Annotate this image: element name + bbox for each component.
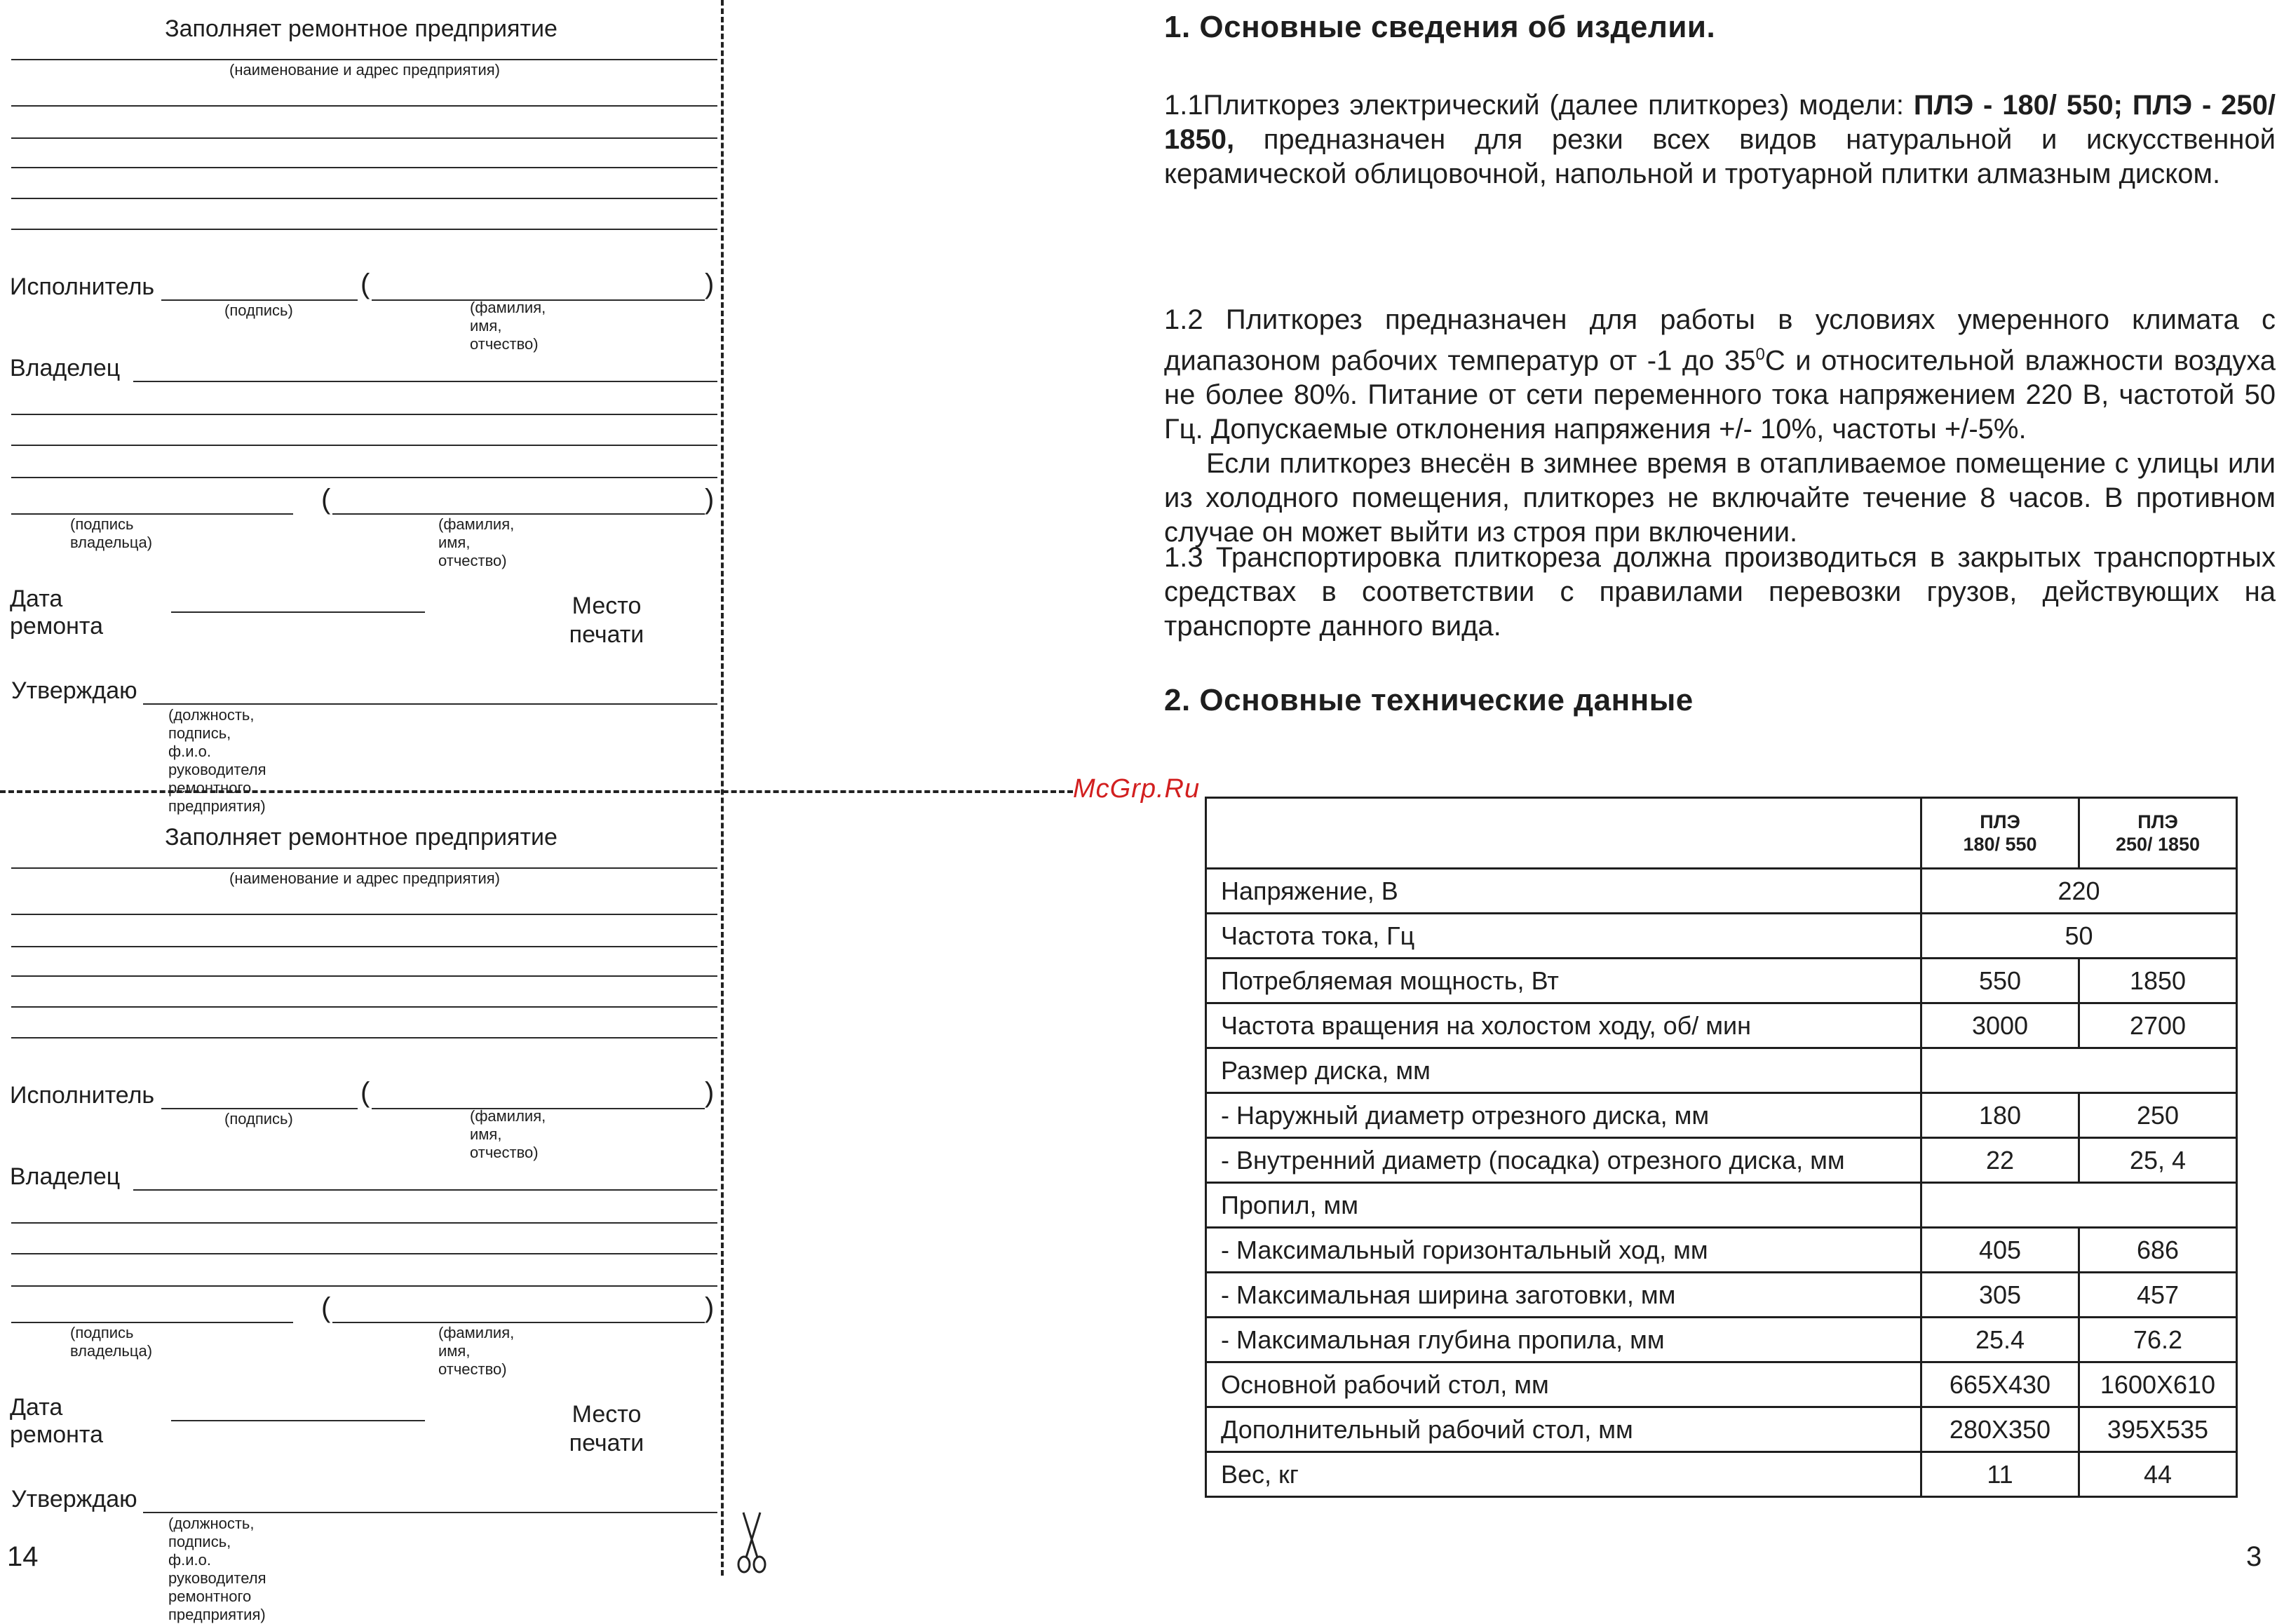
table-row — [1206, 1183, 2237, 1228]
table-header-row — [1206, 798, 2237, 869]
owner-label: Владелец — [10, 1163, 121, 1190]
param-value-model-1: 280Х350 — [1921, 1407, 2079, 1452]
model-names: ПЛЭ - 180/ 550; ПЛЭ - 250/ 1850, — [1164, 90, 2276, 155]
approve-line — [143, 703, 717, 705]
column-header-model-1: ПЛЭ 180/ 550 — [1921, 798, 2079, 869]
owner-label: Владелец — [10, 355, 121, 381]
owner-line — [133, 381, 717, 382]
table-row — [1206, 1003, 2237, 1048]
section2-title: 2. Основные технические данные — [1164, 683, 1694, 717]
vertical-cut-line — [721, 0, 724, 1576]
form-line — [11, 914, 717, 915]
performer-label: Исполнитель — [10, 1082, 155, 1109]
approve-caption: (должность, подпись, ф.и.о. руководителя ремонтного предприятия) — [168, 706, 266, 815]
open-paren: ( — [360, 1077, 370, 1108]
repair-date-label: Дата ремонта — [10, 1394, 103, 1448]
stamp-place-line1: Место — [572, 593, 642, 619]
param-value-model-2: 1850 — [2079, 959, 2237, 1003]
param-value-model-2: 457 — [2079, 1273, 2237, 1318]
specifications-table — [1205, 797, 2238, 1498]
owner-signature-line — [11, 513, 293, 515]
param-value-model-2: 2700 — [2079, 1003, 2237, 1048]
param-label: - Максимальная глубина пропила, мм — [1206, 1318, 1921, 1362]
form-line — [11, 198, 717, 199]
param-label: Напряжение, В — [1206, 869, 1921, 914]
param-value-common — [1921, 1048, 2237, 1093]
page-number-left: 14 — [7, 1541, 39, 1572]
open-paren: ( — [321, 484, 331, 515]
owner-signature-caption: (подпись владельца) — [70, 515, 153, 551]
form-line — [11, 229, 717, 230]
horizontal-cut-line — [0, 790, 1073, 793]
param-value-model-1: 11 — [1921, 1452, 2079, 1497]
param-value-model-2: 25, 4 — [2079, 1138, 2237, 1183]
table-row — [1206, 1093, 2237, 1138]
table-row — [1206, 1138, 2237, 1183]
close-paren: ) — [705, 269, 715, 299]
param-label: Частота тока, Гц — [1206, 914, 1921, 959]
form-line — [11, 167, 717, 168]
param-value-common: 220 — [1921, 869, 2237, 914]
param-label: - Внутренний диаметр (посадка) отрезного диска, мм — [1206, 1138, 1921, 1183]
form-line — [11, 1006, 717, 1008]
param-label: Дополнительный рабочий стол, мм — [1206, 1407, 1921, 1452]
form-line — [11, 137, 717, 139]
approve-label: Утверждаю — [11, 1486, 137, 1513]
repair-date-label: Дата ремонта — [10, 586, 103, 640]
coupon-heading: Заполняет ремонтное предприятие — [165, 15, 558, 42]
param-value-model-2: 76.2 — [2079, 1318, 2237, 1362]
org-caption: (наименование и адрес предприятия) — [229, 869, 500, 887]
org-caption: (наименование и адрес предприятия) — [229, 61, 500, 79]
param-value-model-1: 180 — [1921, 1093, 2079, 1138]
form-line — [11, 1037, 717, 1038]
coupon-heading: Заполняет ремонтное предприятие — [165, 824, 558, 851]
form-line — [11, 445, 717, 446]
close-paren: ) — [705, 1292, 715, 1323]
paragraph-1-1: 1.1Плиткорез электрический (далее плиткорез) модели: ПЛЭ - 180/ 550; ПЛЭ - 250/ 1850, предназначен для резки всех видов натуральной и искусственной керамической облицовочной, напольной и тротуарной плитки алмазным диском. — [1164, 90, 2276, 189]
param-value-model-2: 44 — [2079, 1452, 2237, 1497]
param-label: Вес, кг — [1206, 1452, 1921, 1497]
open-paren: ( — [321, 1292, 331, 1323]
param-value-model-1: 665Х430 — [1921, 1362, 2079, 1407]
form-line — [11, 1253, 717, 1254]
close-paren: ) — [705, 1077, 715, 1108]
form-line — [11, 1222, 717, 1224]
scissors-icon — [736, 1511, 767, 1578]
org-name-line — [11, 59, 717, 60]
fio-caption: (фамилия, имя, отчество) — [470, 299, 546, 353]
stamp-place-line2: печати — [569, 621, 644, 648]
table-row — [1206, 1362, 2237, 1407]
param-label: Размер диска, мм — [1206, 1048, 1921, 1093]
param-value-common — [1921, 1183, 2237, 1228]
param-value-model-1: 405 — [1921, 1228, 2079, 1273]
owner-line — [133, 1189, 717, 1191]
form-line — [11, 105, 717, 107]
page-number-right: 3 — [2246, 1541, 2262, 1572]
open-paren: ( — [360, 269, 370, 299]
fio-caption: (фамилия, имя, отчество) — [470, 1107, 546, 1161]
param-label: Пропил, мм — [1206, 1183, 1921, 1228]
table-row — [1206, 914, 2237, 959]
paragraph-winter-note: Если плиткорез внесён в зимнее время в отапливаемое помещение с улицы или из холодного помещения, плиткорез не включайте течение 8 часов. В противном случае он может выйти из строя при включении. — [1164, 448, 2276, 548]
param-label: - Наружный диаметр отрезного диска, мм — [1206, 1093, 1921, 1138]
param-label: - Максимальная ширина заготовки, мм — [1206, 1273, 1921, 1318]
stamp-place-line2: печати — [569, 1430, 644, 1456]
repair-date-line — [171, 1420, 425, 1421]
table-row — [1206, 1318, 2237, 1362]
param-value-model-1: 25.4 — [1921, 1318, 2079, 1362]
performer-signature-line — [161, 299, 358, 301]
performer-label: Исполнитель — [10, 273, 155, 300]
param-value-model-2: 250 — [2079, 1093, 2237, 1138]
form-line — [11, 975, 717, 977]
table-row — [1206, 1273, 2237, 1318]
org-name-line — [11, 867, 717, 869]
param-label: - Максимальный горизонтальный ход, мм — [1206, 1228, 1921, 1273]
signature-caption: (подпись) — [224, 1110, 293, 1128]
approve-label: Утверждаю — [11, 677, 137, 704]
owner-signature-caption: (подпись владельца) — [70, 1324, 153, 1360]
param-value-model-1: 305 — [1921, 1273, 2079, 1318]
table-row — [1206, 1407, 2237, 1452]
form-line — [11, 414, 717, 415]
approve-caption: (должность, подпись, ф.и.о. руководителя ремонтного предприятия) — [168, 1515, 266, 1623]
repair-date-line — [171, 611, 425, 613]
performer-signature-line — [161, 1108, 358, 1109]
owner-name-line — [332, 513, 705, 515]
param-value-model-1: 550 — [1921, 959, 2079, 1003]
table-row — [1206, 1048, 2237, 1093]
owner-signature-line — [11, 1322, 293, 1323]
table-row — [1206, 1452, 2237, 1497]
param-value-model-2: 686 — [2079, 1228, 2237, 1273]
approve-line — [143, 1512, 717, 1513]
param-value-model-2: 395Х535 — [2079, 1407, 2237, 1452]
param-label: Потребляемая мощность, Вт — [1206, 959, 1921, 1003]
form-line — [11, 1285, 717, 1287]
owner-name-line — [332, 1322, 705, 1323]
param-value-model-1: 3000 — [1921, 1003, 2079, 1048]
section1-title: 1. Основные сведения об изделии. — [1164, 10, 1716, 44]
param-value-model-1: 22 — [1921, 1138, 2079, 1183]
stamp-place-line1: Место — [572, 1401, 642, 1428]
column-header-model-2: ПЛЭ 250/ 1850 — [2079, 798, 2237, 869]
form-line — [11, 946, 717, 947]
paragraph-1-2: 1.2 Плиткорез предназначен для работы в условиях умеренного климата с диапазоном рабочих температур от -1 до $35^0С$ и относительной влажности воздуха не более 80%. Питание от сети переменного тока напряжением 220 В, частотой 50 Гц. Допускаемые отклонения напряжения +/- 10%, частоты +/-5%. Если плиткорез внесён в зимнее время в отапливаемое помещение с улицы или из холодного помещения, плиткорез не включайте течение 8 часов. В противном случае он может выйти из строя при включении. — [1164, 303, 2276, 550]
signature-caption: (подпись) — [224, 302, 293, 319]
param-value-model-2: 1600Х610 — [2079, 1362, 2237, 1407]
param-label: Основной рабочий стол, мм — [1206, 1362, 1921, 1407]
fio-caption: (фамилия, имя, отчество) — [438, 515, 515, 569]
form-line — [11, 477, 717, 478]
close-paren: ) — [705, 484, 715, 515]
watermark: McGrp.Ru — [1073, 774, 1201, 804]
param-value-common: 50 — [1921, 914, 2237, 959]
fio-caption: (фамилия, имя, отчество) — [438, 1324, 515, 1378]
paragraph-1-3: 1.3 Транспортировка плиткореза должна производиться в закрытых транспортных средствах в соответствии с правилами перевозки грузов, действующих на транспорте данного вида. — [1164, 542, 2276, 642]
table-row — [1206, 959, 2237, 1003]
table-row — [1206, 1228, 2237, 1273]
param-label: Частота вращения на холостом ходу, об/ мин — [1206, 1003, 1921, 1048]
table-row — [1206, 869, 2237, 914]
